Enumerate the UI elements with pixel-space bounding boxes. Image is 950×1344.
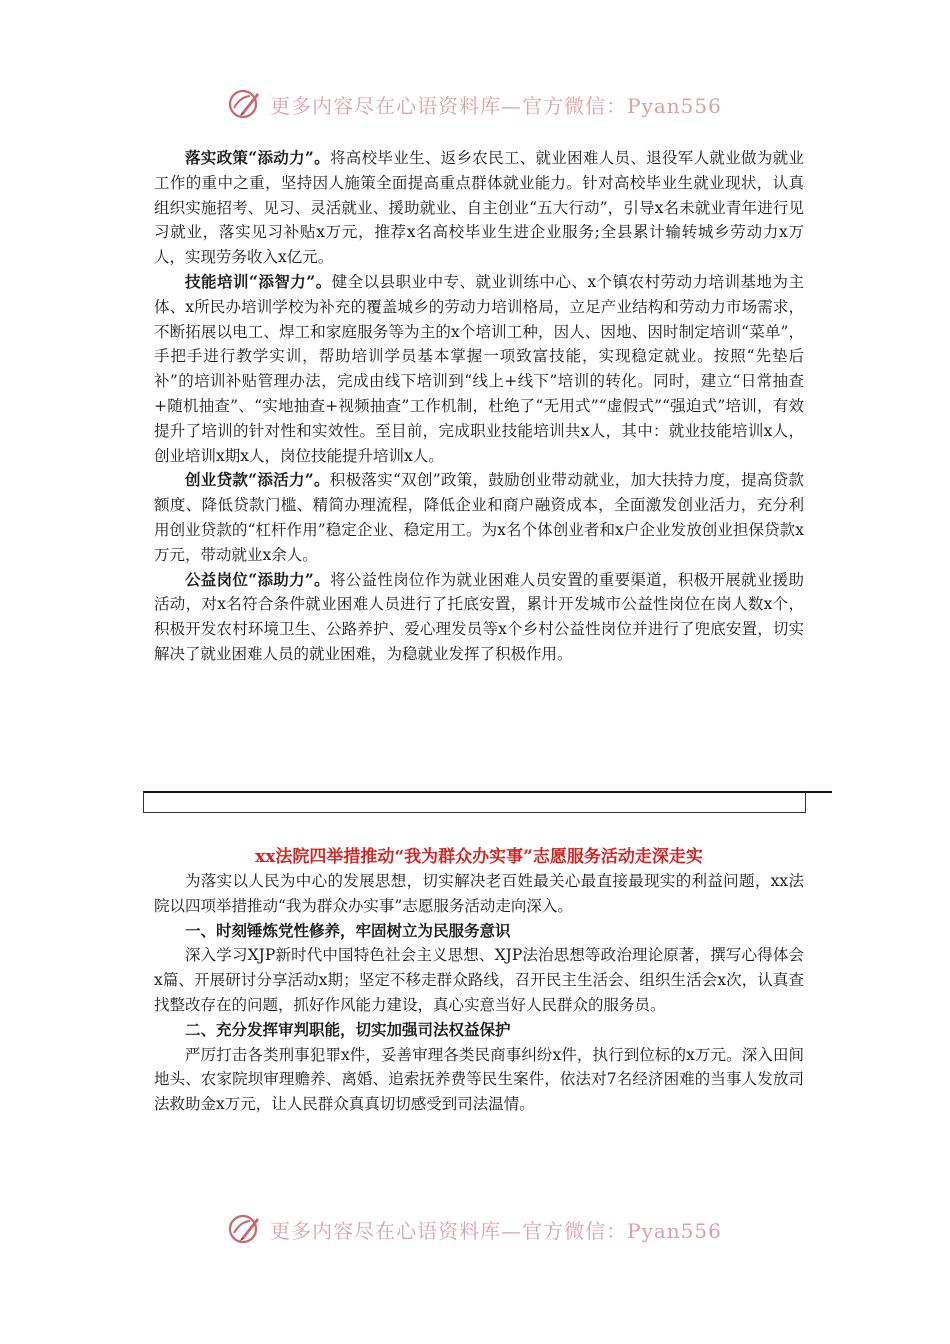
article-paragraph-2: 严厉打击各类刑事犯罪x件，妥善审理各类民商事纠纷x件，执行到位标的x万元。深入田间地头、农家院坝审理赡养、离婚、追索抚养费等民生案件，依法对7名经济困难的当事人发放司法救助金x万元，让人民群众真真切切感受到司法温情。: [154, 1045, 804, 1114]
paragraph-training: [154, 270, 804, 468]
divider-line: [806, 791, 832, 793]
paragraph-body: 健全以县职业中专、就业训练中心、x个镇农村劳动力培训基地为主体、x所民办培训学校为补充的覆盖城乡的劳动力培训格局，立足产业结构和劳动力市场需求，不断拓展以电工、焊工和家庭服务等为主的x个培训工种，因人、因地、因时制定培训“菜单”，手把手进行教学实训，帮助培训学员基本掌握一项致富技能，实现稳定就业。按照“先垫后补”的培训补贴管理办法，完成由线下培训到“线上+线下”培训的转化。同时，建立“日常抽查+随机抽查”、“实地抽查+视频抽查”工作机制，杜绝了“无用式”“虚假式”“强迫式”培训，有效提升了培训的针对性和实效性。至目前，完成职业技能培训共x人，其中：就业技能培训x人，创业培训x期x人，岗位技能提升培训x人。: [154, 272, 804, 465]
paragraph-body: 将公益性岗位作为就业困难人员安置的重要渠道，积极开展就业援助活动，对x名符合条件就业困难人员进行了托底安置，累计开发城市公益性岗位在岗人数x个，积极开发农村环境卫生、公路养护、爱心理发员等x个乡村公益性岗位并进行了兜底安置，切实解决了就业困难人员的就业困难，为稳就业发挥了积极作用。: [154, 570, 804, 663]
article-paragraph-1: 深入学习XJP新时代中国特色社会主义思想、XJP法治思想等政治理论原著，撰写心得体会x篇、开展研讨分享活动x期；坚定不移走群众路线，召开民主生活会、组织生活会x次，认真查找整改存在的问题，抓好作风能力建设，真心实意当好人民群众的服务员。: [154, 946, 804, 1014]
section-heading-1: 一、时刻锤炼党性修养，牢固树立为民服务意识: [185, 920, 511, 940]
paragraph-lead: 技能培训“添智力”。: [185, 271, 332, 291]
article-title: xx法院四举措推动“我为群众办实事”志愿服务活动走深走实: [255, 847, 703, 867]
footer-watermark: [0, 1207, 950, 1251]
paragraph-loans: [154, 468, 804, 567]
article-intro: 为落实以人民为中心的发展思想，切实解决老百姓最关心最直接最现实的利益问题，xx法院以四项举措推动“我为群众办实事”志愿服务活动走向深入。: [154, 872, 804, 915]
paragraph-lead: 公益岗位“添助力”。: [185, 569, 330, 589]
paragraph-lead: 创业贷款“添活力”。: [185, 470, 330, 490]
paragraph-policy: [154, 146, 804, 270]
paragraph-body: 积极落实“双创”政策，鼓励创业带动就业，加大扶持力度，提高贷款额度、降低贷款门槛、精简办理流程，降低企业和商户融资成本，全面激发创业活力，充分利用创业贷款的“杠杆作用”稳定企业、稳定用工。为x名个体创业者和x户企业发放创业担保贷款x万元，带动就业x余人。: [154, 471, 804, 564]
employment-section: [154, 146, 804, 667]
article-body: [154, 869, 804, 1117]
pen-logo-icon: [228, 1212, 262, 1246]
watermark-text: 更多内容尽在心语资料库—官方微信：Pyan556: [270, 93, 722, 118]
section-divider: [143, 791, 806, 813]
watermark-text: 更多内容尽在心语资料库—官方微信：Pyan556: [270, 1218, 722, 1243]
section-heading-2: 二、充分发挥审判职能，切实加强司法权益保护: [185, 1019, 511, 1039]
paragraph-lead: 落实政策“添动力”。: [185, 148, 330, 167]
paragraph-public-posts: [154, 568, 804, 667]
pen-logo-icon: [228, 87, 262, 121]
paragraph-body: 将高校毕业生、返乡农民工、就业困难人员、退役军人就业做为就业工作的重中之重，坚持因人施策全面提高重点群体就业能力。针对高校毕业生就业现状，认真组织实施招考、见习、灵活就业、援助就业、自主创业“五大行动”，引导x名未就业青年进行见习就业，落实见习补贴x万元，推荐x名高校毕业生进企业服务;全县累计输转城乡劳动力x万人，实现劳务收入x亿元。: [154, 149, 804, 267]
header-watermark: [0, 82, 950, 126]
